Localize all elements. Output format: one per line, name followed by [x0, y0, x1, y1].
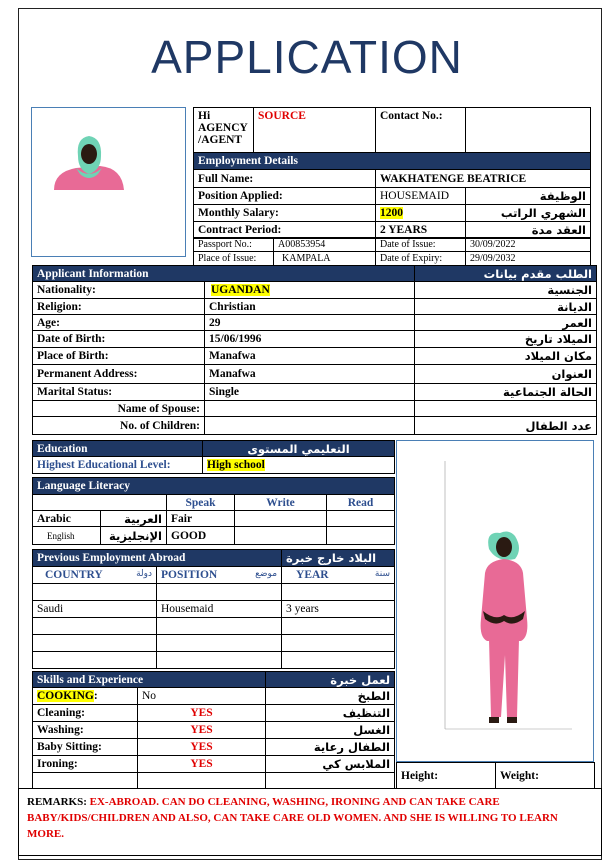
skills-table: Skills and Experience لعمل خبرة COOKING: No الطبخ Cleaning: YES التنظيف Washing: YES الغسل Baby Sitting: YES الطفال رعاية Ironing: YES الملابس كي — [32, 671, 395, 789]
col-country: COUNTRY — [45, 569, 103, 581]
lang-arabic: Arabic — [33, 511, 101, 527]
issue-date-label: Date of Issue: — [376, 238, 466, 252]
remarks-label: REMARKS: — [27, 796, 87, 808]
prev-row-year — [282, 618, 395, 635]
prev-row-position — [157, 635, 282, 652]
age-value: 29 — [205, 315, 415, 331]
col-year: YEAR — [296, 569, 329, 581]
children-ar: عدد الطفال — [415, 417, 597, 435]
dob-ar: الميلاد تاريخ — [415, 331, 597, 348]
contract-label: Contract Period: — [194, 222, 376, 239]
age-label: Age: — [33, 315, 205, 331]
skill-washing-value: YES — [138, 722, 266, 739]
skill-empty-value — [138, 773, 266, 789]
spouse-value — [205, 401, 415, 417]
remarks-text: EX-ABROAD. CAN DO CLEANING, WASHING, IRONING AND CAN TAKE CARE BABY/KIDS/CHILDREN AND ALSO, CAN TAKE CARE OLD WOMEN. AND SHE IS WILLING TO LEARN MORE. — [27, 796, 558, 840]
lang-english-ar: الإنجليزية — [101, 527, 167, 545]
lang-arabic-read — [327, 511, 395, 527]
expiry-value: 29/09/2032 — [466, 252, 591, 266]
marital-value: Single — [205, 384, 415, 401]
salary-label: Monthly Salary: — [194, 205, 376, 222]
weight-label: Weight: — [496, 763, 595, 789]
skill-cooking-label: COOKING — [37, 690, 94, 702]
nationality-ar: الجنسية — [415, 282, 597, 299]
pob-label: Place of Birth: — [33, 348, 205, 365]
nationality-value: UGANDAN — [211, 284, 270, 296]
salary-value: 1200 — [380, 207, 403, 219]
education-level-label: Highest Educational Level: — [33, 457, 203, 474]
contract-ar: العقد مدة — [466, 222, 591, 239]
portrait-photo — [31, 107, 186, 257]
skill-ironing-ar: الملابس كي — [266, 756, 395, 773]
children-label: No. of Children: — [33, 417, 205, 435]
children-value — [205, 417, 415, 435]
prev-row-country — [33, 584, 157, 601]
nationality-label: Nationality: — [33, 282, 205, 299]
prev-row-year — [282, 635, 395, 652]
prev-row-country — [33, 635, 157, 652]
position-value: HOUSEMAID — [376, 188, 466, 205]
education-header-ar: التعليمي المستوى — [203, 441, 395, 457]
skill-cooking-ar: الطبخ — [266, 688, 395, 705]
source-label: SOURCE — [254, 108, 376, 153]
age-ar: العمر — [415, 315, 597, 331]
religion-value: Christian — [205, 299, 415, 315]
col-write: Write — [235, 495, 327, 511]
passport-table — [193, 237, 591, 266]
remarks-box — [18, 788, 602, 856]
applicant-header: Applicant Information — [33, 266, 415, 282]
prev-row-year — [282, 652, 395, 669]
language-header: Language Literacy — [33, 478, 395, 495]
measures-table — [396, 762, 595, 789]
prev-row-country — [33, 618, 157, 635]
education-level-value: High school — [207, 459, 265, 471]
issue-place-label: Place of Issue: — [194, 252, 274, 266]
skill-babysitting-label: Baby Sitting: — [33, 739, 138, 756]
lang-english: English — [33, 527, 101, 545]
marital-ar: الحالة الجتماعية — [415, 384, 597, 401]
skill-washing-ar: الغسل — [266, 722, 395, 739]
skill-babysitting-ar: الطفال رعاية — [266, 739, 395, 756]
pob-ar: مكان الميلاد — [415, 348, 597, 365]
applicant-table — [32, 265, 597, 435]
lang-english-write — [235, 527, 327, 545]
issue-place-value: KAMPALA — [274, 252, 376, 266]
skill-washing-label: Washing: — [33, 722, 138, 739]
position-ar: الوظيفة — [466, 188, 591, 205]
spouse-label: Name of Spouse: — [33, 401, 205, 417]
lang-arabic-write — [235, 511, 327, 527]
skills-header-ar: لعمل خبرة — [266, 672, 395, 688]
lang-arabic-ar: العربية — [101, 511, 167, 527]
address-ar: العنوان — [415, 365, 597, 384]
passport-value: A00853954 — [274, 238, 376, 252]
employment-header: Employment Details — [194, 153, 591, 170]
marital-label: Marital Status: — [33, 384, 205, 401]
prev-row-year — [282, 584, 395, 601]
contract-value: 2 YEARS — [376, 222, 466, 239]
passport-label: Passport No.: — [194, 238, 274, 252]
skill-ironing-label: Ironing: — [33, 756, 138, 773]
contact-value — [466, 108, 591, 153]
religion-label: Religion: — [33, 299, 205, 315]
page-title: APPLICATION — [151, 31, 463, 83]
education-table — [32, 440, 395, 474]
language-table — [32, 477, 395, 545]
position-label: Position Applied: — [194, 188, 376, 205]
lang-arabic-speak: Fair — [167, 511, 235, 527]
prev-row-position — [157, 584, 282, 601]
pob-value: Manafwa — [205, 348, 415, 365]
previous-employment-table — [32, 549, 395, 669]
full-name-value: WAKHATENGE BEATRICE — [376, 170, 591, 188]
full-name-label: Full Name: — [194, 170, 376, 188]
issue-date-value: 30/09/2022 — [466, 238, 591, 252]
col-country-ar: دولة — [136, 569, 152, 579]
agent-label: Hi AGENCY /AGENT — [194, 108, 254, 153]
lang-english-speak: GOOD — [167, 527, 235, 545]
skill-cleaning-label: Cleaning: — [33, 705, 138, 722]
skill-cleaning-ar: التنظيف — [266, 705, 395, 722]
col-position-ar: موضع — [255, 569, 278, 579]
dob-label: Date of Birth: — [33, 331, 205, 348]
dob-value: 15/06/1996 — [205, 331, 415, 348]
col-read: Read — [327, 495, 395, 511]
prev-row-position — [157, 618, 282, 635]
address-label: Permanent Address: — [33, 365, 205, 384]
skills-header: Skills and Experience — [33, 672, 266, 688]
contact-label: Contact No.: — [376, 108, 466, 153]
previous-header: Previous Employment Abroad — [33, 550, 282, 567]
religion-ar: الديانة — [415, 299, 597, 315]
full-body-photo — [396, 440, 594, 762]
skill-empty-ar — [266, 773, 395, 789]
prev-row-country: Saudi — [33, 601, 157, 618]
prev-row-position: Housemaid — [157, 601, 282, 618]
address-value: Manafwa — [205, 365, 415, 384]
prev-row-year: 3 years — [282, 601, 395, 618]
col-speak: Speak — [167, 495, 235, 511]
lang-english-read — [327, 527, 395, 545]
applicant-header-ar: الطلب مقدم بيانات — [415, 266, 597, 282]
spouse-ar — [415, 401, 597, 417]
expiry-label: Date of Expiry: — [376, 252, 466, 266]
prev-row-position — [157, 652, 282, 669]
skill-babysitting-value: YES — [138, 739, 266, 756]
col-position: POSITION — [161, 569, 218, 581]
skill-cleaning-value: YES — [138, 705, 266, 722]
skill-ironing-value: YES — [138, 756, 266, 773]
previous-header-ar: البلاد خارج خبرة — [282, 550, 395, 567]
skill-cooking-value: No — [138, 688, 266, 705]
height-label: Height: — [397, 763, 496, 789]
salary-ar: الشهري الراتب — [466, 205, 591, 222]
prev-row-country — [33, 652, 157, 669]
col-year-ar: سنة — [374, 569, 391, 579]
education-header: Education — [33, 441, 203, 457]
employment-table — [193, 107, 591, 239]
skill-empty-label — [33, 773, 138, 789]
